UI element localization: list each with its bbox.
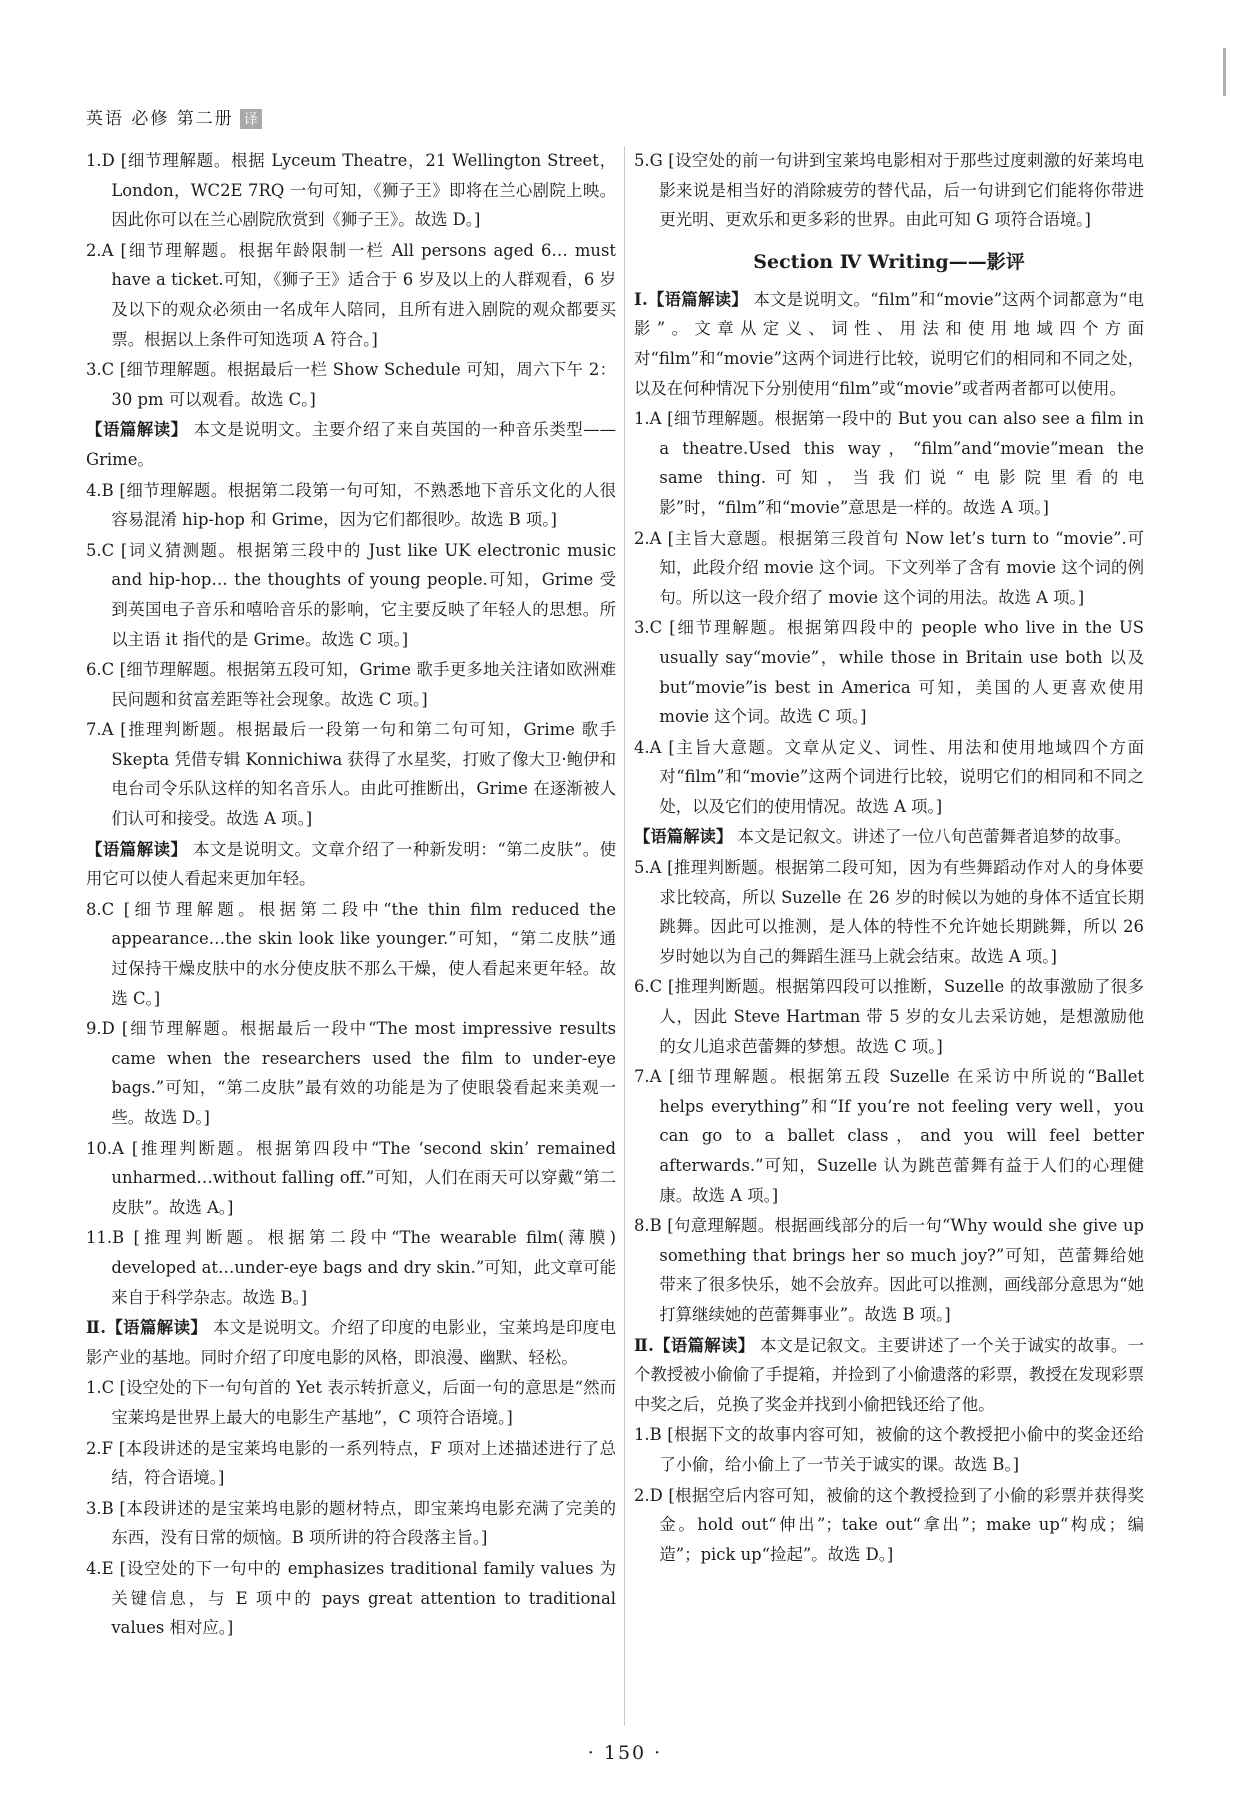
answer-item: 3.C [细节理解题。根据第四段中的 people who live in the US usually say“movie”，while those in Britain use both 以及 but“movie”is best in America 可知，美国的人更喜欢使用 movie 这个词。故选 C 项。]: [634, 618, 1144, 727]
answer-item: 2.D [根据空后内容可知，被偷的这个教授捡到了小偷的彩票并获得奖金。hold out“伸出”；take out“拿出”；make up“构成；编造”；pick up“捡起”。故选 D。]: [634, 1485, 1144, 1564]
answer-item: 4.E [设空处的下一句中的 emphasizes traditional family values 为关键信息，与 E 项中的 pays great attention to traditional values 相对应。]: [86, 1558, 616, 1638]
answer-item: 5.C [词义猜测题。根据第三段中的 Just like UK electronic music and hip-hop… the thoughts of young people.可知，Grime 受到英国电子音乐和嘻哈音乐的影响，它主要反映了年轻人的思想。所以主语 it 指代的是 Grime。故选 C 项。]: [86, 540, 616, 649]
header-title: 英语 必修 第二册: [86, 109, 234, 129]
answer-item: 9.D [细节理解题。根据最后一段中“The most impressive results came when the researchers used the film to under-eye bags.”可知，“第二皮肤”最有效的功能是为了使眼袋看起来美观一些。故选 D。]: [86, 1019, 616, 1127]
passage-summary: [634, 285, 1144, 403]
answer-item: 6.C [推理判断题。根据第四段可以推断，Suzelle 的故事激励了很多人，因此 Steve Hartman 带 5 岁的女儿去采访她，是想激励他的女儿追求芭蕾舞的梦想。故选 C 项。]: [634, 977, 1144, 1056]
passage-summary-tag: 【语篇解读】: [634, 827, 733, 847]
passage-summary-tag: 【语篇解读】: [86, 420, 188, 440]
answer-item: 2.A [主旨大意题。根据第三段首句 Now let’s turn to “movie”.可知，此段介绍 movie 这个词。下文列举了含有 movie 这个词的例句。所以这一段介绍了 movie 这个词的用法。故选 A 项。]: [634, 528, 1144, 607]
passage-summary-text: 本文是说明文。“film”和“movie”这两个词都意为“电影”。文章从定义、词性、用法和使用地域四个方面对“film”和“movie”这两个词进行比较，说明它们的相同和不同之处，以及在何种情况下分别使用“film”或“movie”或者两者都可以使用。: [634, 289, 1144, 398]
answer-item: 1.D [细节理解题。根据 Lyceum Theatre，21 Wellington Street，London，WC2E 7RQ 一句可知，《狮子王》即将在兰心剧院上映。因此你可以在兰心剧院欣赏到《狮子王》。故选 D。]: [86, 151, 616, 230]
passage-summary-tag: Ⅰ.【语篇解读】: [634, 289, 748, 309]
passage-summary-text: 本文是说明文。主要介绍了来自英国的一种音乐类型——Grime。: [86, 420, 616, 469]
answer-item: 1.B [根据下文的故事内容可知，被偷的这个教授把小偷中的奖金还给了小偷，给小偷上了一节关于诚实的课。故选 B。]: [634, 1425, 1144, 1474]
section-title: Section Ⅳ Writing——影评: [753, 250, 1025, 273]
answer-item: 5.A [推理判断题。根据第二段可知，因为有些舞蹈动作对人的身体要求比较高，所以 Suzelle 在 26 岁的时候以为她的身体不适宜长期跳舞。因此可以推测，是人体的特性不允许她长期跳舞，所以 26 岁时她以为自己的舞蹈生涯马上就会结束。故选 A 项。]: [634, 858, 1144, 966]
answer-item: 3.C [细节理解题。根据最后一栏 Show Schedule 可知，周六下午 2：30 pm 可以观看。故选 C。]: [86, 360, 616, 409]
answer-item: 2.F [本段讲述的是宝莱坞电影的一系列特点，F 项对上述描述进行了总结，符合语境。]: [86, 1438, 616, 1488]
answer-item: 2.A [细节理解题。根据年龄限制一栏 All persons aged 6… must have a ticket.可知，《狮子王》适合于 6 岁及以上的人群观看，6 岁及以下的观众必须由一名成年人陪同，且所有进入剧院的观众都要买票。根据以上条件可知选项 A 符合。]: [86, 240, 616, 349]
answer-item: 6.C [细节理解题。根据第五段可知，Grime 歌手更多地关注诸如欧洲难民问题和贫富差距等社会现象。故选 C 项。]: [86, 660, 616, 709]
page-header: [86, 104, 262, 129]
passage-summary-tag: Ⅱ.【语篇解读】: [634, 1335, 755, 1355]
passage-summary-text: 本文是记叙文。主要讲述了一个关于诚实的故事。一个教授被小偷偷了手提箱，并捡到了小偷遗落的彩票，教授在发现彩票中奖之后，兑换了奖金并找到小偷把钱还给了他。: [634, 1335, 1144, 1414]
answer-item: 11.B [推理判断题。根据第二段中“The wearable film(薄膜) developed at…under-eye bags and dry skin.”可知，此文章可能来自于科学杂志。故选 B。]: [86, 1228, 616, 1307]
passage-summary-tag: 【语篇解读】: [86, 839, 188, 859]
answer-item: 3.B [本段讲述的是宝莱坞电影的题材特点，即宝莱坞电影充满了完美的东西，没有日常的烦恼。B 项所讲的符合段落主旨。]: [86, 1498, 616, 1548]
passage-summary: [86, 1313, 616, 1372]
answer-item: 5.G [设空处的前一句讲到宝莱坞电影相对于那些过度刺激的好莱坞电影来说是相当好的消除疲劳的替代品，后一句讲到它们能将你带进更光明、更欢乐和更多彩的世界。由此可知 G 项符合语境。]: [634, 151, 1144, 230]
answer-item: 4.A [主旨大意题。文章从定义、词性、用法和使用地域四个方面对“film”和“movie”这两个词进行比较，说明它们的相同和不同之处，以及它们的使用情况。故选 A 项。]: [634, 737, 1144, 816]
passage-summary: [86, 415, 616, 474]
right-column: [634, 146, 1144, 1570]
left-column: [86, 146, 616, 1644]
answer-item: 10.A [推理判断题。根据第四段中“The ‘second skin’ remained unharmed…without falling off.”可知，人们在雨天可以穿戴“第二皮肤”。故选 A。]: [86, 1138, 616, 1217]
page-number: · 150 ·: [587, 1742, 663, 1764]
passage-summary: [86, 835, 616, 894]
answer-item: 7.A [推理判断题。根据最后一段第一句和第二句可知，Grime 歌手 Skepta 凭借专辑 Konnichiwa 获得了水星奖，打败了像大卫·鲍伊和电台司令乐队这样的知名音乐人。由此可推断出，Grime 在逐渐被人们认可和接受。故选 A 项。]: [86, 720, 616, 829]
answer-item: 7.A [细节理解题。根据第五段 Suzelle 在采访中所说的“Ballet helps everything”和“If you’re not feeling very well，you can go to a ballet class，and you will feel better afterwards.”可知，Suzelle 认为跳芭蕾舞有益于人们的心理健康。故选 A 项。]: [634, 1067, 1144, 1205]
passage-summary-text: 本文是记叙文。讲述了一位八旬芭蕾舞者追梦的故事。: [732, 827, 1131, 847]
passage-summary: [634, 822, 1144, 852]
passage-summary-text: 本文是说明文。介绍了印度的电影业，宝莱坞是印度电影产业的基地。同时介绍了印度电影的风格，即浪漫、幽默、轻松。: [86, 1318, 616, 1367]
answer-item: 8.B [句意理解题。根据画线部分的后一句“Why would she give up something that brings her so much joy?”可知，芭蕾舞给她带来了很多快乐，她不会放弃。因此可以推测，画线部分意思为“她打算继续她的芭蕾舞事业”。故选 B 项。]: [634, 1216, 1144, 1324]
answer-item: 8.C [细节理解题。根据第二段中“the thin film reduced the appearance…the skin look like younger.”可知，“第二皮肤”通过保持干燥皮肤中的水分使皮肤不那么干燥，使人看起来更年轻。故选 C。]: [86, 899, 616, 1008]
answer-item: 1.C [设空处的下一句句首的 Yet 表示转折意义，后面一句的意思是“然而宝莱坞是世界上最大的电影生产基地”，C 项符合语境。]: [86, 1378, 616, 1427]
passage-summary-tag: Ⅱ.【语篇解读】: [86, 1318, 208, 1338]
answer-item: 4.B [细节理解题。根据第二段第一句可知，不熟悉地下音乐文化的人很容易混淆 hip-hop 和 Grime，因为它们都很吵。故选 B 项。]: [86, 480, 616, 530]
passage-summary: [634, 1331, 1144, 1420]
column-divider: [624, 146, 625, 1726]
answer-item: 1.A [细节理解题。根据第一段中的 But you can also see a film in a theatre.Used this way，“film”and“movie”mean the same thing.可知，当我们说“电影院里看的电影”时，“film”和“movie”意思是一样的。故选 A 项。]: [634, 409, 1144, 517]
header-badge: 译: [240, 109, 262, 129]
page-edge-mark: [1223, 48, 1226, 96]
passage-summary-text: 本文是说明文。文章介绍了一种新发明：“第二皮肤”。使用它可以使人看起来更加年轻。: [86, 839, 617, 889]
